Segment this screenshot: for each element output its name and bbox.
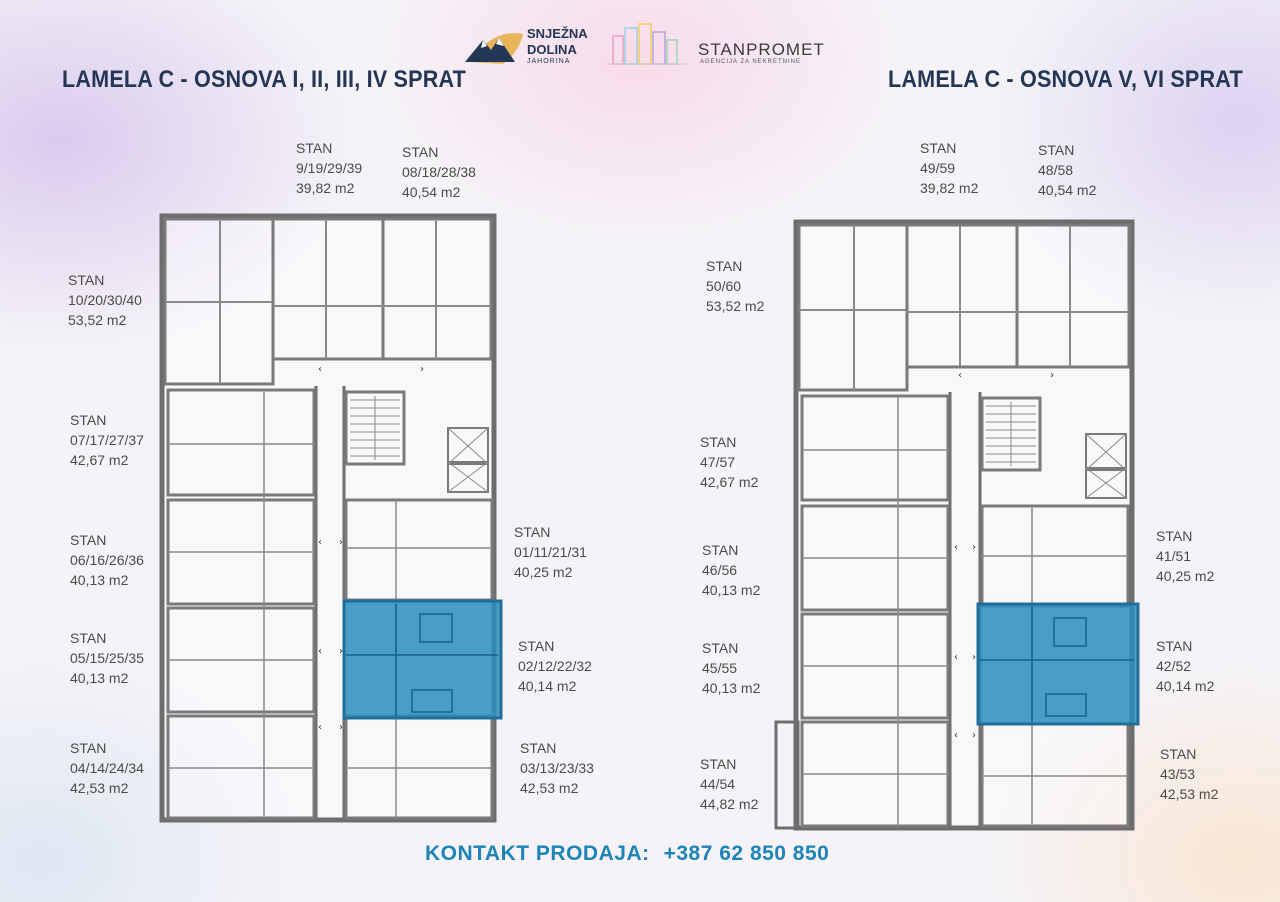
unit-area: 40,54 m2: [402, 184, 461, 200]
svg-text:‹: ‹: [954, 542, 958, 553]
svg-text:›: ›: [972, 542, 976, 553]
unit-area: 42,67 m2: [70, 452, 129, 468]
left-highlighted-unit: [344, 601, 501, 718]
left-plan-title: LAMELA C - OSNOVA I, II, III, IV SPRAT: [62, 66, 467, 93]
logo-line2: DOLINA: [527, 42, 577, 57]
unit-area: 42,53 m2: [1160, 786, 1219, 802]
unit-number: 46/56: [702, 562, 738, 578]
unit-label: STAN: [68, 272, 105, 288]
right-unit-label: [700, 754, 758, 814]
unit-area: 39,82 m2: [296, 180, 355, 196]
svg-text:‹: ‹: [954, 730, 958, 741]
unit-number: 01/11/21/31: [514, 544, 587, 560]
left-unit-label: [70, 738, 144, 798]
unit-label: STAN: [70, 532, 107, 548]
unit-area: 44,82 m2: [700, 796, 759, 812]
right-unit-label: [1160, 744, 1218, 804]
unit-area: 40,14 m2: [518, 678, 577, 694]
unit-number: 45/55: [702, 660, 738, 676]
svg-text:›: ›: [420, 364, 424, 375]
logo-line1: SNJEŽNA: [527, 26, 588, 41]
logo-line3: JAHORINA: [527, 58, 571, 65]
unit-number: 05/15/25/35: [70, 650, 144, 666]
unit-area: 42,53 m2: [520, 780, 579, 796]
right-unit-label: [706, 256, 764, 316]
svg-text:‹: ‹: [318, 646, 322, 657]
unit-number: 07/17/27/37: [70, 432, 144, 448]
unit-label: STAN: [70, 630, 107, 646]
unit-number: 06/16/26/36: [70, 552, 144, 568]
right-unit-label: [1156, 636, 1214, 696]
unit-number: 02/12/22/32: [518, 658, 592, 674]
sales-contact: [425, 842, 843, 866]
left-unit-label: [70, 410, 144, 470]
unit-number: 03/13/23/33: [520, 760, 594, 776]
left-unit-label: [402, 142, 476, 202]
unit-label: STAN: [70, 412, 107, 428]
svg-text:›: ›: [972, 652, 976, 663]
unit-area: 40,25 m2: [514, 564, 573, 580]
unit-area: 39,82 m2: [920, 180, 979, 196]
svg-text:‹: ‹: [954, 652, 958, 663]
unit-label: STAN: [706, 258, 743, 274]
unit-number: 10/20/30/40: [68, 292, 142, 308]
unit-area: 40,54 m2: [1038, 182, 1097, 198]
right-floor-plan: [776, 222, 1138, 828]
unit-number: 49/59: [920, 160, 956, 176]
svg-text:›: ›: [339, 646, 343, 657]
unit-number: 47/57: [700, 454, 736, 470]
unit-area: 53,52 m2: [68, 312, 127, 328]
left-unit-label: [70, 530, 144, 590]
left-unit-label: [518, 636, 592, 696]
unit-area: 53,52 m2: [706, 298, 765, 314]
unit-number: 9/19/29/39: [296, 160, 363, 176]
unit-label: STAN: [296, 140, 333, 156]
unit-area: 40,25 m2: [1156, 568, 1215, 584]
right-unit-label: [702, 540, 760, 600]
unit-area: 42,67 m2: [700, 474, 759, 490]
unit-number: 50/60: [706, 278, 742, 294]
unit-label: STAN: [1156, 528, 1193, 544]
right-unit-label: [702, 638, 760, 698]
left-unit-label: [520, 738, 594, 798]
unit-area: 40,13 m2: [702, 680, 761, 696]
left-floor-plan: [162, 216, 501, 820]
stanpromet-subtitle: AGENCIJA ZA NEKRETNINE: [700, 59, 802, 65]
svg-text:‹: ‹: [958, 370, 962, 381]
left-unit-label: [296, 138, 362, 198]
stanpromet-name: STANPROMET: [698, 40, 825, 59]
unit-label: STAN: [1156, 638, 1193, 654]
unit-area: 40,14 m2: [1156, 678, 1215, 694]
unit-label: STAN: [920, 140, 957, 156]
unit-label: STAN: [518, 638, 555, 654]
left-unit-label: [70, 628, 144, 688]
svg-text:›: ›: [972, 730, 976, 741]
svg-text:‹: ‹: [318, 537, 322, 548]
right-unit-label: [700, 432, 758, 492]
unit-label: STAN: [402, 144, 439, 160]
unit-number: 41/51: [1156, 548, 1192, 564]
unit-label: STAN: [702, 640, 739, 656]
unit-label: STAN: [70, 740, 107, 756]
contact-label: KONTAKT PRODAJA:: [425, 842, 650, 865]
unit-label: STAN: [520, 740, 557, 756]
unit-label: STAN: [702, 542, 739, 558]
svg-text:‹: ‹: [318, 722, 322, 733]
unit-area: 42,53 m2: [70, 780, 129, 796]
contact-phone[interactable]: +387 62 850 850: [663, 842, 830, 865]
right-unit-label: [920, 138, 978, 198]
right-plan-title: LAMELA C - OSNOVA V, VI SPRAT: [888, 66, 1243, 93]
unit-area: 40,13 m2: [70, 670, 129, 686]
unit-label: STAN: [700, 756, 737, 772]
unit-label: STAN: [1038, 142, 1075, 158]
right-unit-label: [1038, 140, 1096, 200]
unit-number: 42/52: [1156, 658, 1192, 674]
unit-label: STAN: [1160, 746, 1197, 762]
unit-label: STAN: [514, 524, 551, 540]
right-unit-label: [1156, 526, 1214, 586]
unit-number: 48/58: [1038, 162, 1074, 178]
svg-text:›: ›: [1050, 370, 1054, 381]
svg-text:›: ›: [339, 537, 343, 548]
left-unit-label: [514, 522, 587, 582]
unit-area: 40,13 m2: [70, 572, 129, 588]
unit-area: 40,13 m2: [702, 582, 761, 598]
right-highlighted-unit: [978, 604, 1138, 724]
unit-number: 08/18/28/38: [402, 164, 476, 180]
unit-number: 04/14/24/34: [70, 760, 144, 776]
svg-text:›: ›: [339, 722, 343, 733]
unit-number: 43/53: [1160, 766, 1196, 782]
unit-label: STAN: [700, 434, 737, 450]
svg-text:‹: ‹: [318, 364, 322, 375]
left-unit-label: [68, 270, 142, 330]
unit-number: 44/54: [700, 776, 736, 792]
